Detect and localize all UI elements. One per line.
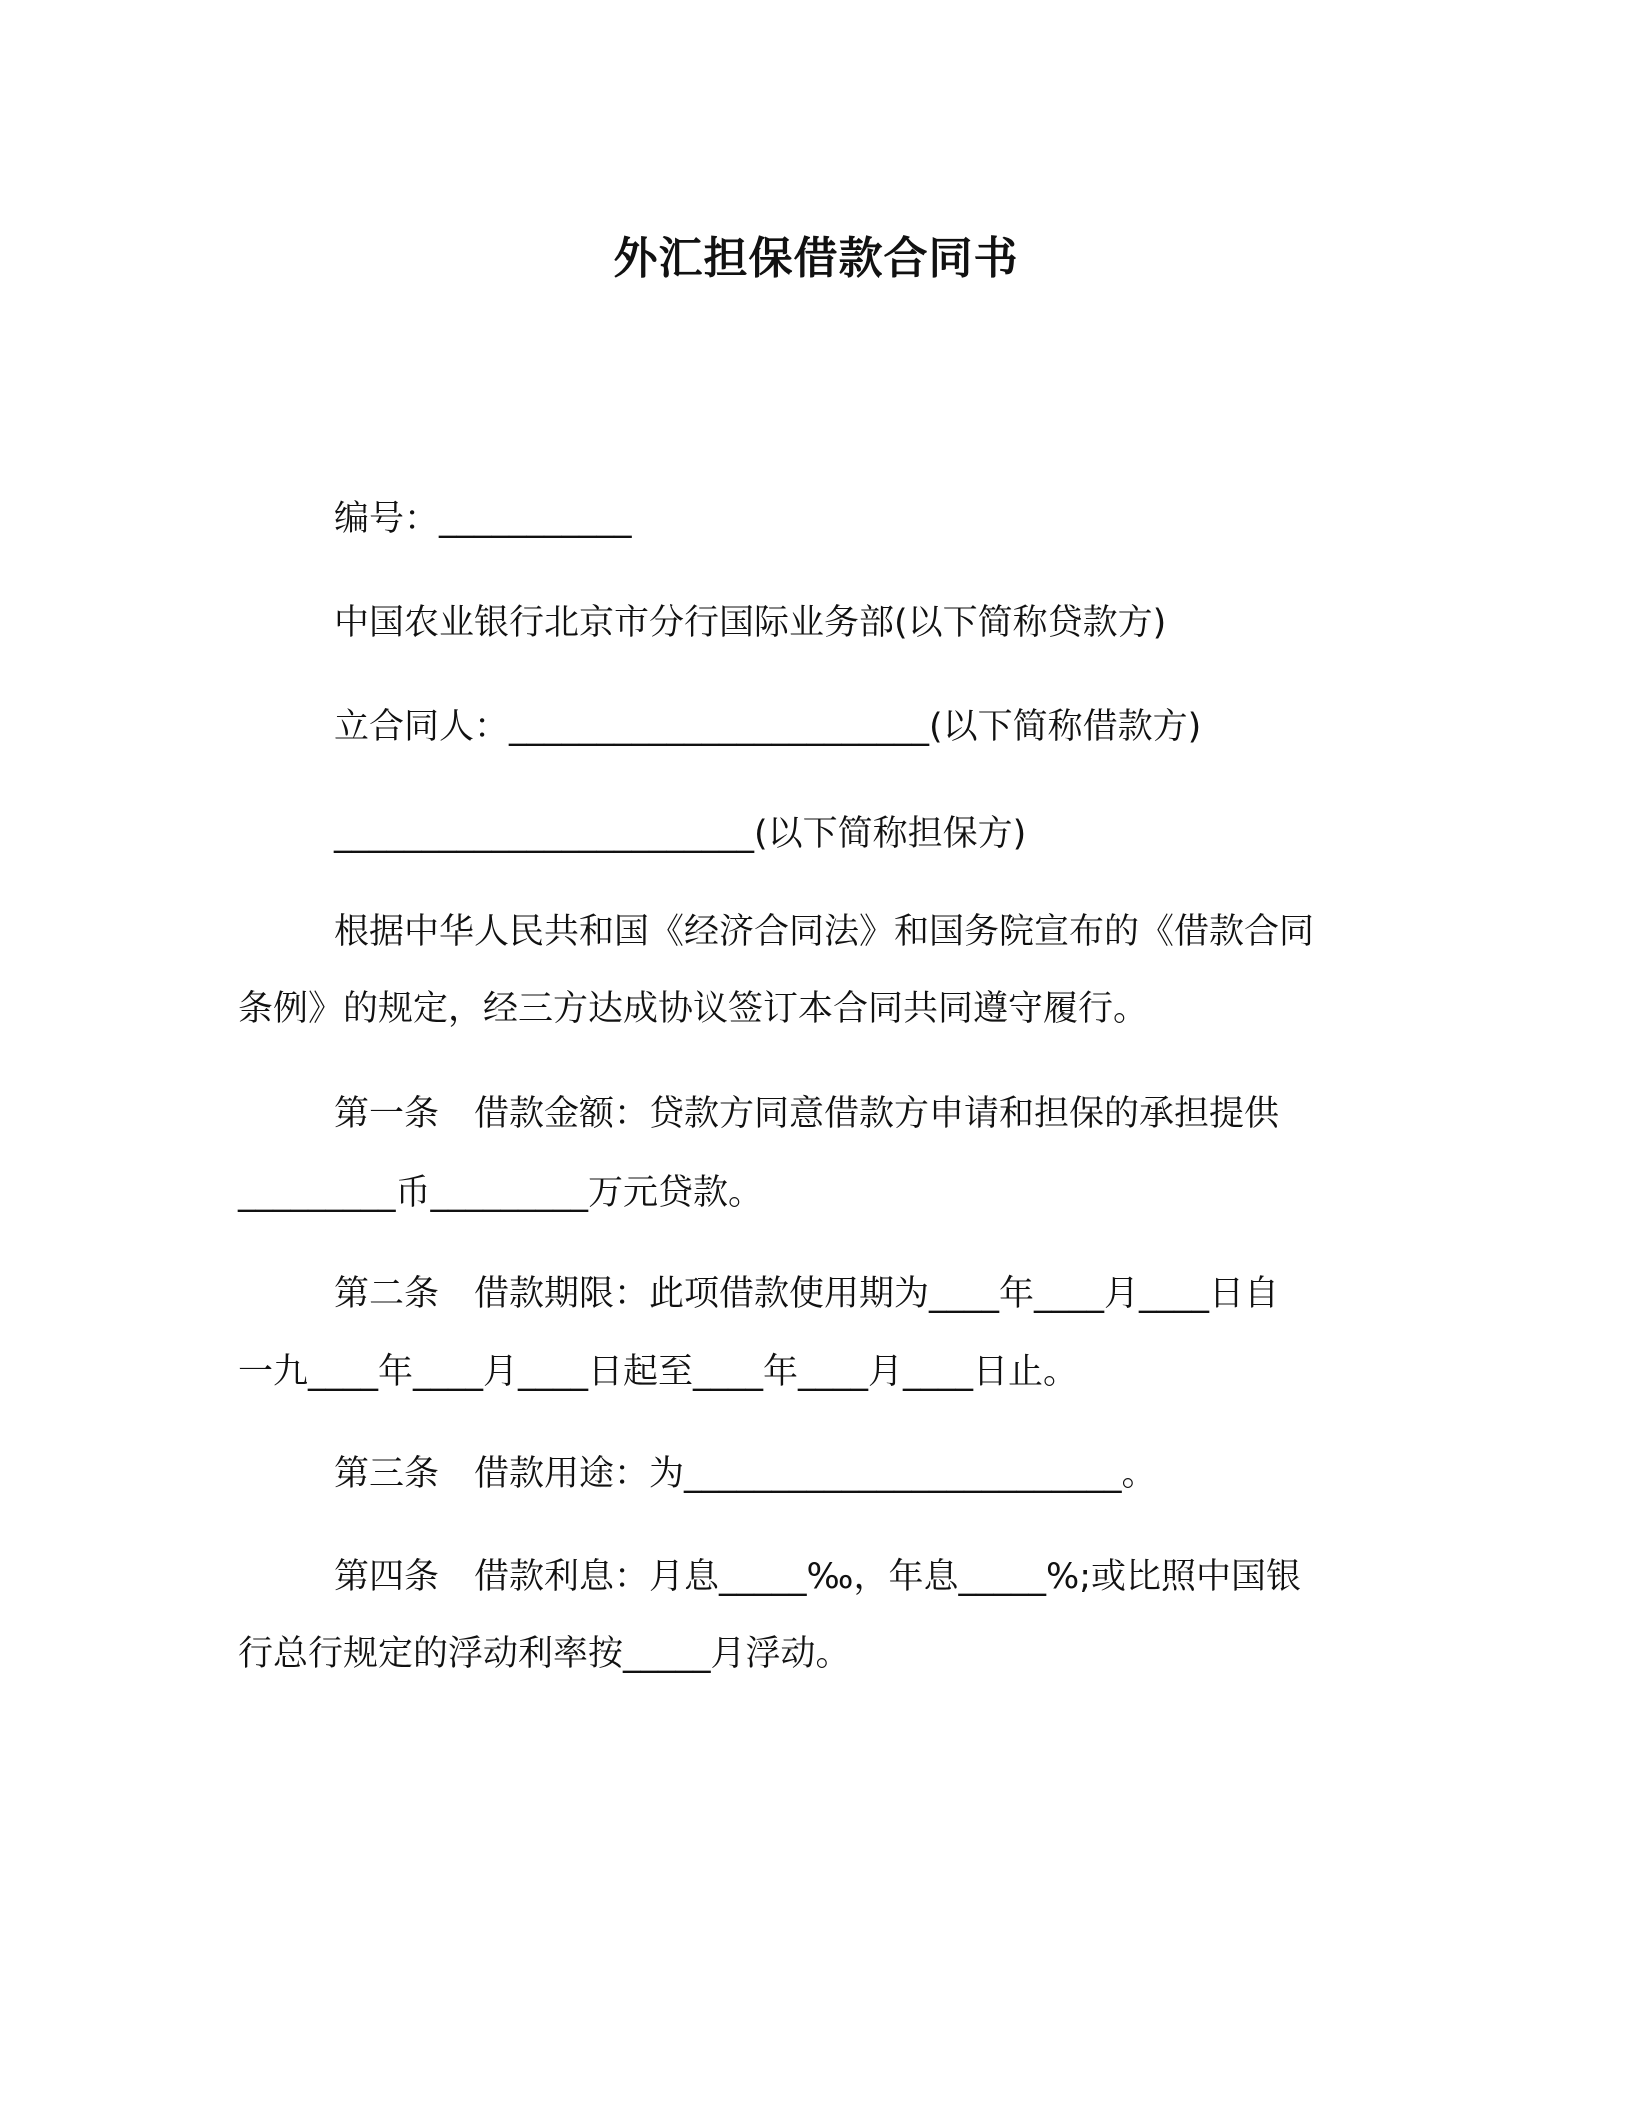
article-4-line-2: 行总行规定的浮动利率按_____月浮动。 [238, 1634, 851, 1674]
borrower-line: 立合同人：________________________(以下简称借款方) [334, 707, 1202, 747]
contract-number-line: 编号：___________ [334, 499, 632, 539]
article-2-line-2: 一九____年____月____日起至____年____月____日止。 [238, 1352, 1079, 1392]
article-1-line-1: 第一条 借款金额：贷款方同意借款方申请和担保的承担提供 [334, 1094, 1280, 1134]
guarantor-line: ________________________(以下简称担保方) [334, 814, 1027, 854]
document-title: 外汇担保借款合同书 [613, 233, 1019, 284]
preamble-line-2: 条例》的规定，经三方达成协议签订本合同共同遵守履行。 [238, 989, 1149, 1029]
article-2-line-1: 第二条 借款期限：此项借款使用期为____年____月____日自 [334, 1274, 1280, 1314]
article-1-line-2: _________币_________万元贷款。 [238, 1173, 764, 1213]
preamble-line-1: 根据中华人民共和国《经济合同法》和国务院宣布的《借款合同 [334, 912, 1315, 952]
lender-line: 中国农业银行北京市分行国际业务部(以下简称贷款方) [334, 603, 1167, 643]
article-4-line-1: 第四条 借款利息：月息_____‰，年息_____%;或比照中国银 [334, 1557, 1302, 1597]
article-3-line: 第三条 借款用途：为_________________________。 [334, 1454, 1157, 1494]
